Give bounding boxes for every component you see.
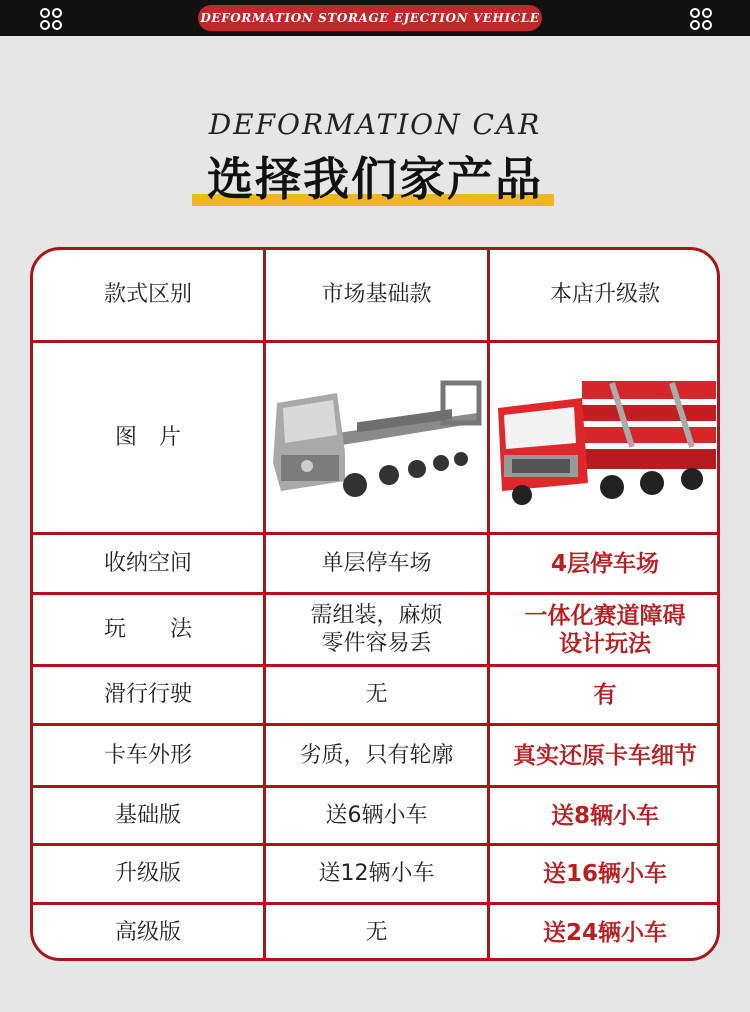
grey-truck-icon <box>267 363 487 513</box>
row-label-image: 图 片 <box>114 424 181 450</box>
upgrade-premium-edition: 送24辆小车 <box>542 920 667 946</box>
upgrade-appearance: 真实还原卡车细节 <box>513 742 697 769</box>
upgrade-storage: 4层停车场 <box>550 550 659 577</box>
row-label-premium-edition: 高级版 <box>114 920 181 945</box>
top-banner: DEFORMATION STORAGE EJECTION VEHICLE <box>198 5 542 31</box>
basic-basic-edition: 送6辆小车 <box>325 802 428 828</box>
header-cell-upgrade: 本店升级款 <box>549 282 660 307</box>
basic-storage: 单层停车场 <box>321 550 432 576</box>
upgrade-truck-image <box>490 343 720 532</box>
upgrade-play-line1: 一体化赛道障碍 <box>524 602 686 629</box>
basic-premium-edition: 无 <box>365 920 388 945</box>
row-label-upgrade-edition: 升级版 <box>114 861 181 886</box>
grid-icon-right[interactable] <box>690 8 712 30</box>
row-label-storage: 收纳空间 <box>103 550 192 576</box>
header-cell-label: 款式区别 <box>103 282 192 307</box>
comparison-table <box>30 247 720 961</box>
upgrade-play-line2: 设计玩法 <box>559 630 651 657</box>
red-truck-icon <box>492 363 718 513</box>
row-label-glide: 滑行行驶 <box>103 682 192 707</box>
upgrade-play <box>490 595 720 664</box>
page-title: 选择我们家产品 <box>207 152 543 206</box>
top-bar <box>0 0 750 36</box>
basic-truck-image <box>266 343 487 532</box>
upgrade-upgrade-edition: 送16辆小车 <box>542 861 667 887</box>
title-wrap <box>0 150 750 208</box>
subtitle-en: DEFORMATION CAR <box>208 108 542 141</box>
row-label-basic-edition: 基础版 <box>114 802 181 828</box>
basic-play <box>266 595 487 664</box>
basic-glide: 无 <box>365 682 388 707</box>
basic-upgrade-edition: 送12辆小车 <box>318 861 435 886</box>
row-label-appearance: 卡车外形 <box>103 742 192 768</box>
basic-appearance: 劣质，只有轮廓 <box>299 742 454 768</box>
basic-play-line1: 需组装，麻烦 <box>310 602 443 628</box>
grid-icon-left[interactable] <box>40 8 62 30</box>
upgrade-basic-edition: 送8辆小车 <box>550 802 659 829</box>
upgrade-glide: 有 <box>593 682 617 708</box>
header-cell-basic: 市场基础款 <box>321 282 432 307</box>
row-label-play: 玩 法 <box>103 616 192 642</box>
basic-play-line2: 零件容易丢 <box>321 630 432 656</box>
